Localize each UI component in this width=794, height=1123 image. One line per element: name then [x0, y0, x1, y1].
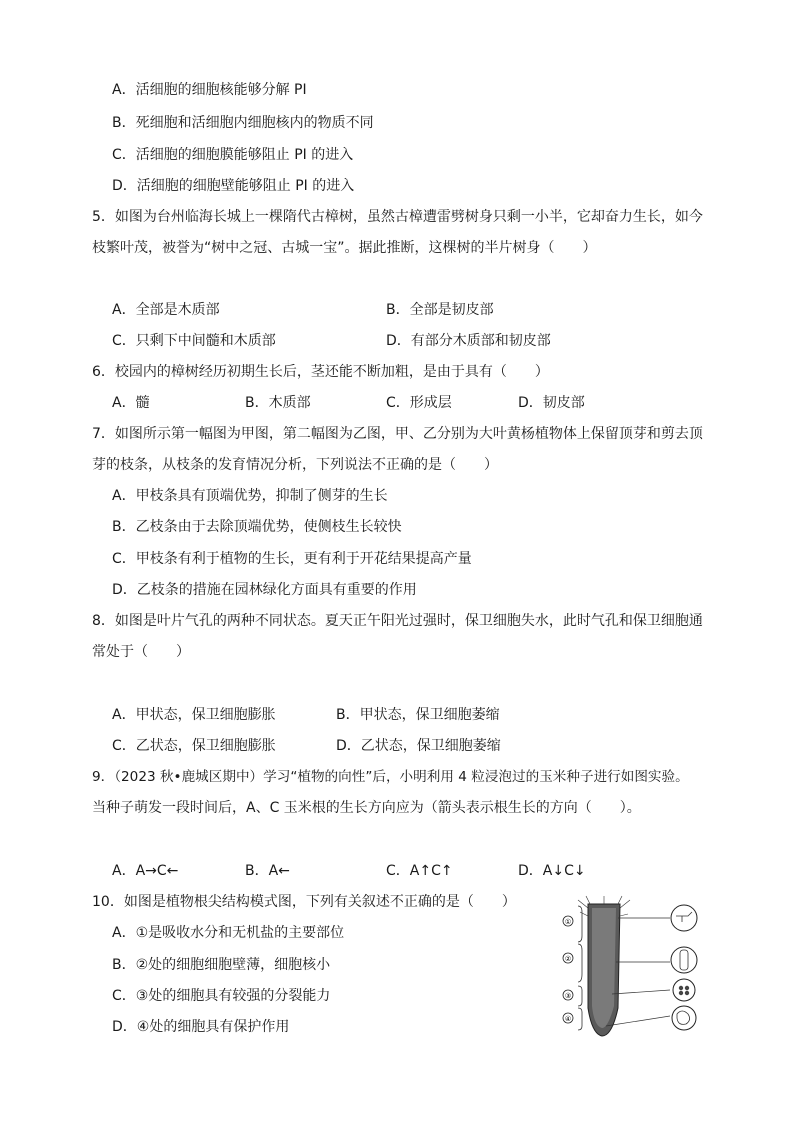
root-tip-svg: [560, 878, 700, 1038]
q6-option-d: D．韧皮部: [518, 395, 585, 411]
q5-option-a: A．全部是木质部: [112, 302, 220, 318]
q7-option-a: A．甲枝条具有顶端优势，抑制了侧芽的生长: [112, 488, 388, 504]
q4-option-a: A．活细胞的细胞核能够分解 PI: [112, 82, 307, 98]
q4-option-c: C．活细胞的细胞膜能够阻止 PI 的进入: [112, 147, 354, 163]
q5-option-c: C．只剩下中间髓和木质部: [112, 333, 276, 349]
q6-stem: 6．校园内的樟树经历初期生长后，茎还能不断加粗，是由于具有（ ）: [92, 364, 549, 380]
q9-stem-line1: 9．（2023 秋•鹿城区期中）学习“植物的向性”后，小明利用 4 粒浸泡过的玉米种子进行如图实验。: [92, 769, 689, 785]
label-2: ②: [564, 955, 572, 963]
q7-stem-line1: 7．如图所示第一幅图为甲图，第二幅图为乙图，甲、乙分别为大叶黄杨植物体上保留顶芽和剪去顶: [92, 426, 703, 442]
q9-option-d: D．A↓C↓: [518, 863, 586, 879]
q5-option-d: D．有部分木质部和韧皮部: [386, 333, 551, 349]
q9-stem-line2: 当种子萌发一段时间后，A、C 玉米根的生长方向应为（箭头表示根生长的方向（ ）。: [92, 800, 641, 816]
root-tip-diagram: [560, 878, 700, 1038]
q9-option-c: C．A↑C↑: [386, 863, 453, 879]
q8-option-d: D．乙状态，保卫细胞萎缩: [336, 738, 501, 754]
label-4: ④: [564, 1015, 572, 1023]
q6-option-b: B．木质部: [245, 395, 311, 411]
q8-stem-line2: 常处于（ ）: [92, 644, 190, 660]
q4-option-b: B．死细胞和活细胞内细胞核内的物质不同: [112, 115, 374, 131]
label-3: ③: [564, 992, 572, 1000]
q4-option-d: D．活细胞的细胞壁能够阻止 PI 的进入: [112, 178, 355, 194]
q10-option-b: B．②处的细胞细胞壁薄，细胞核小: [112, 957, 331, 973]
q9-option-a: A．A→C←: [112, 863, 179, 879]
q5-stem-line1: 5．如图为台州临海长城上一棵隋代古樟树，虽然古樟遭雷劈树身只剩一小半，它却奋力生长，如今: [92, 209, 703, 225]
q10-option-c: C．③处的细胞具有较强的分裂能力: [112, 988, 331, 1004]
q8-option-c: C．乙状态，保卫细胞膨胀: [112, 738, 276, 754]
label-1: ①: [564, 918, 572, 926]
q8-stem-line1: 8．如图是叶片气孔的两种不同状态。夏天正午阳光过强时，保卫细胞失水，此时气孔和保卫细胞通: [92, 613, 703, 629]
q5-stem-line2: 枝繁叶茂，被誉为“树中之冠、古城一宝”。据此推断，这棵树的半片树身（ ）: [92, 240, 597, 256]
q7-stem-line2: 芽的枝条，从枝条的发育情况分析，下列说法不正确的是（ ）: [92, 457, 498, 473]
q7-option-b: B．乙枝条由于去除顶端优势，使侧枝生长较快: [112, 519, 402, 535]
q8-option-a: A．甲状态，保卫细胞膨胀: [112, 707, 276, 723]
q5-option-b: B．全部是韧皮部: [386, 302, 494, 318]
q8-option-b: B．甲状态，保卫细胞萎缩: [336, 707, 500, 723]
q10-option-a: A．①是吸收水分和无机盐的主要部位: [112, 925, 345, 941]
q10-stem: 10．如图是植物根尖结构模式图，下列有关叙述不正确的是（ ）: [92, 894, 516, 910]
q9-option-b: B．A←: [245, 863, 290, 879]
q6-option-c: C．形成层: [386, 395, 452, 411]
q7-option-d: D．乙枝条的措施在园林绿化方面具有重要的作用: [112, 582, 417, 598]
q10-option-d: D．④处的细胞具有保护作用: [112, 1019, 290, 1035]
q7-option-c: C．甲枝条有利于植物的生长，更有利于开花结果提高产量: [112, 551, 472, 567]
q6-option-a: A．髓: [112, 395, 150, 411]
